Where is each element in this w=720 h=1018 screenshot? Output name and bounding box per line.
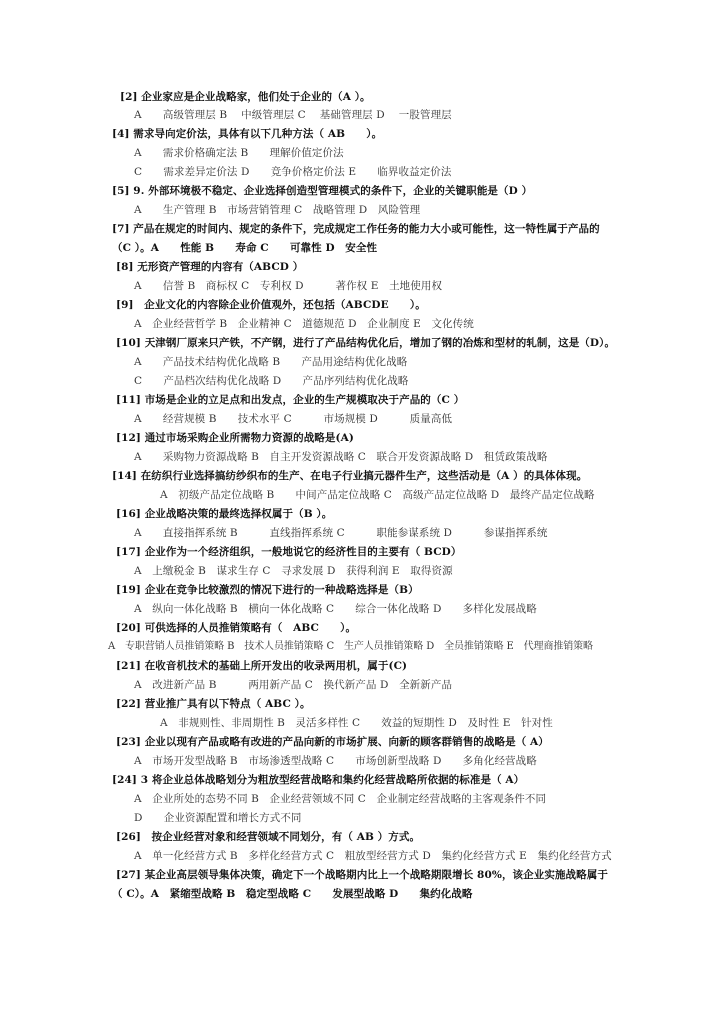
question-9: [9] 企业文化的内容除企业价值观外，还包括（ABCDE ）。 xyxy=(116,299,426,311)
question-24: [24] 3 将企业总体战略划分为粗放型经营战略和集约化经营战略所依据的标准是（ A） xyxy=(112,774,525,786)
options-16: A 直接指挥系统 B 直线指挥系统 C 职能参谋系统 D 参谋指挥系统 xyxy=(134,527,548,539)
question-23: [23] 企业以现有产品或略有改进的产品向新的市场扩展、向新的顾客群销售的战略是（ A） xyxy=(116,736,549,748)
question-11: [11] 市场是企业的立足点和出发点，企业的生产规模取决于产品的（C ） xyxy=(116,394,465,406)
question-27: [27] 某企业高层领导集体决策，确定下一个战略期内比上一个战略期限增长 80%，该企业实施战略属于 xyxy=(116,869,608,881)
options-10b: C 产品档次结构优化战略 D 产品序列结构优化战略 xyxy=(134,375,409,387)
options-26: A 单一化经营方式 B 多样化经营方式 C 粗放型经营方式 D 集约化经营方式 E 集约化经营方式 xyxy=(134,850,612,862)
options-5: A 生产管理 B 市场营销管理 C 战略管理 D 风险管理 xyxy=(134,204,421,216)
question-27-cont: （ C）。A 紧缩型战略 B 稳定型战略 C 发展型战略 D 集约化战略 xyxy=(112,888,473,900)
options-21: A 改进新产品 B 两用新产品 C 换代新产品 D 全新新产品 xyxy=(134,679,453,691)
question-19: [19] 企业在竞争比较激烈的情况下进行的一种战略选择是（B） xyxy=(116,584,419,596)
question-2: [2] 企业家应是企业战略家，他们处于企业的（A ）。 xyxy=(120,91,371,103)
options-8: A 信誉 B 商标权 C 专利权 D 著作权 E 土地使用权 xyxy=(134,280,443,292)
question-16: [16] 企业战略决策的最终选择权属于（B ）。 xyxy=(116,508,333,520)
question-7: [7] 产品在规定的时间内、规定的条件下，完成规定工作任务的能力大小或可能性，这一特性属于产品的 xyxy=(112,223,600,235)
options-12: A 采购物力资源战略 B 自主开发资源战略 C 联合开发资源战略 D 租赁政策战略 xyxy=(134,451,548,463)
options-20: A 专职营销人员推销策略 B 技术人员推销策略 C 生产人员推销策略 D 全员推销策略 E 代理商推销策略 xyxy=(108,641,593,652)
question-17: [17] 企业作为一个经济组织，一般地说它的经济性目的主要有（ BCD） xyxy=(116,546,462,558)
question-20: [20] 可供选择的人员推销策略有（ ABC ）。 xyxy=(116,622,357,634)
options-17: A 上缴税金 B 谋求生存 C 寻求发展 D 获得利润 E 取得资源 xyxy=(134,565,453,577)
options-9: A 企业经营哲学 B 企业精神 C 道德规范 D 企业制度 E 文化传统 xyxy=(134,318,474,330)
options-11: A 经营规模 B 技术水平 C 市场规模 D 质量高低 xyxy=(134,413,453,425)
options-4a: A 需求价格确定法 B 理解价值定价法 xyxy=(134,147,344,159)
question-21: [21] 在收音机技术的基础上所开发出的收录两用机，属于(C) xyxy=(116,660,408,672)
options-4b: C 需求差异定价法 D 竞争价格定价法 E 临界收益定价法 xyxy=(134,166,452,178)
question-4: [4] 需求导向定价法，具体有以下几种方法（ AB ）。 xyxy=(112,128,383,140)
question-26: [26] 按企业经营对象和经营领域不同划分，有（ AB ）方式。 xyxy=(116,831,421,843)
options-19: A 纵向一体化战略 B 横向一体化战略 C 综合一体化战略 D 多样化发展战略 xyxy=(134,603,537,615)
question-14: [14] 在纺织行业选择搞纺纱织布的生产、在电子行业搞元器件生产，这些活动是（A ）的具体体现。 xyxy=(112,470,588,482)
question-5: [5] 9. 外部环境极不稳定、企业选择创造型管理模式的条件下，企业的关键职能是（D ） xyxy=(112,185,533,197)
options-22: A 非规则性、非周期性 B 灵活多样性 C 效益的短期性 D 及时性 E 针对性 xyxy=(160,717,553,729)
question-8: [8] 无形资产管理的内容有（ABCD ） xyxy=(116,261,304,273)
question-7-cont: （C ）。A 性能 B 寿命 C 可靠性 D 安全性 xyxy=(112,242,378,254)
question-22: [22] 营业推广具有以下特点（ ABC ）。 xyxy=(116,698,311,710)
options-23: A 市场开发型战略 B 市场渗透型战略 C 市场创新型战略 D 多角化经营战略 xyxy=(134,755,537,767)
question-12: [12] 通过市场采购企业所需物力资源的战略是(A) xyxy=(116,432,354,444)
options-24b: D 企业资源配置和增长方式不同 xyxy=(134,812,302,824)
question-10: [10] 天津钢厂原来只产铁，不产钢，进行了产品结构优化后，增加了钢的冶炼和型材的轧制，这是（D）。 xyxy=(116,337,616,349)
options-14: A 初级产品定位战略 B 中间产品定位战略 C 高级产品定位战略 D 最终产品定位战略 xyxy=(160,489,595,501)
options-24a: A 企业所处的态势不同 B 企业经营领域不同 C 企业制定经营战略的主客观条件不同 xyxy=(134,793,547,805)
options-10a: A 产品技术结构优化战略 B 产品用途结构优化战略 xyxy=(134,356,408,368)
options-2: A 高级管理层 B 中级管理层 C 基础管理层 D 一股管理层 xyxy=(134,109,452,121)
